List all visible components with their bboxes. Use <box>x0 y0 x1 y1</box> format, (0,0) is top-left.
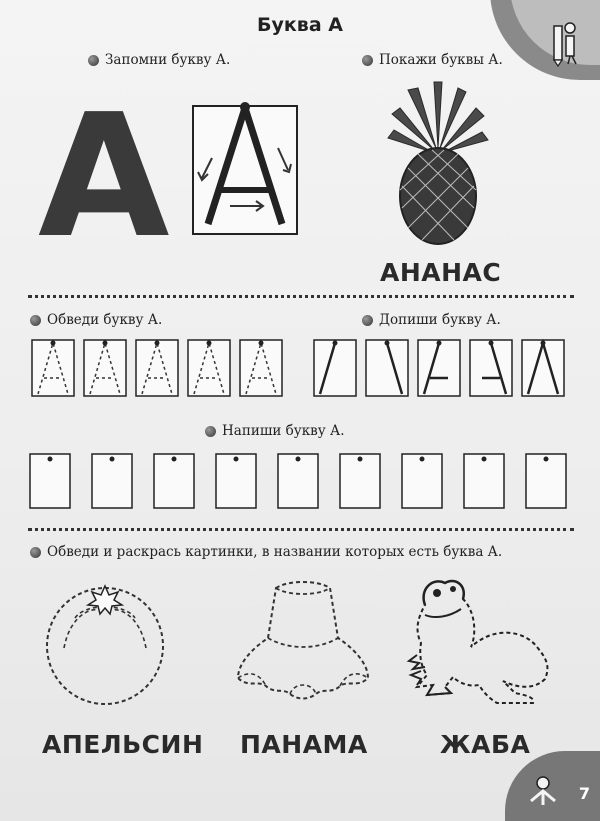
word-panama: ПАНАМА <box>240 730 368 759</box>
panama-hat-outline-icon[interactable] <box>228 578 378 708</box>
instruction-trace <box>30 312 162 328</box>
instruction-text: Обведи букву А. <box>47 312 163 328</box>
trace-letter-boxes[interactable] <box>30 338 295 400</box>
instruction-text: Допиши букву А. <box>379 312 501 328</box>
circle-bullet-icon <box>88 55 99 66</box>
word-frog: ЖАБА <box>440 730 531 759</box>
instruction-show <box>362 52 503 68</box>
letter-stroke-order-diagram <box>190 100 302 238</box>
instruction-remember <box>88 52 230 68</box>
instruction-text: Обведи и раскрась картинки, в названии которых есть буква А. <box>47 544 503 560</box>
circle-bullet-icon <box>30 547 41 558</box>
pineapple-icon <box>388 78 488 248</box>
section-divider <box>28 528 574 531</box>
instruction-text: Покажи буквы А. <box>379 52 503 68</box>
page-number-corner <box>505 751 600 821</box>
section-divider <box>28 295 574 298</box>
orange-outline-icon[interactable] <box>40 578 170 708</box>
instruction-write <box>205 423 345 439</box>
page-title: Буква А <box>257 14 343 36</box>
big-letter-a: А <box>38 78 170 276</box>
instruction-text: Напиши букву А. <box>222 423 345 439</box>
figure-icon <box>523 771 563 811</box>
word-pineapple: АНАНАС <box>380 258 502 287</box>
complete-letter-boxes[interactable] <box>312 338 577 400</box>
circle-bullet-icon <box>30 315 41 326</box>
page-number: 7 <box>578 784 590 803</box>
instruction-color <box>30 544 502 560</box>
circle-bullet-icon <box>362 55 373 66</box>
circle-bullet-icon <box>362 315 373 326</box>
frog-outline-icon[interactable] <box>405 575 565 710</box>
instruction-text: Запомни букву А. <box>105 52 231 68</box>
write-letter-boxes[interactable] <box>28 452 578 512</box>
circle-bullet-icon <box>205 426 216 437</box>
word-orange: АПЕЛЬСИН <box>42 730 204 759</box>
instruction-complete <box>362 312 501 328</box>
